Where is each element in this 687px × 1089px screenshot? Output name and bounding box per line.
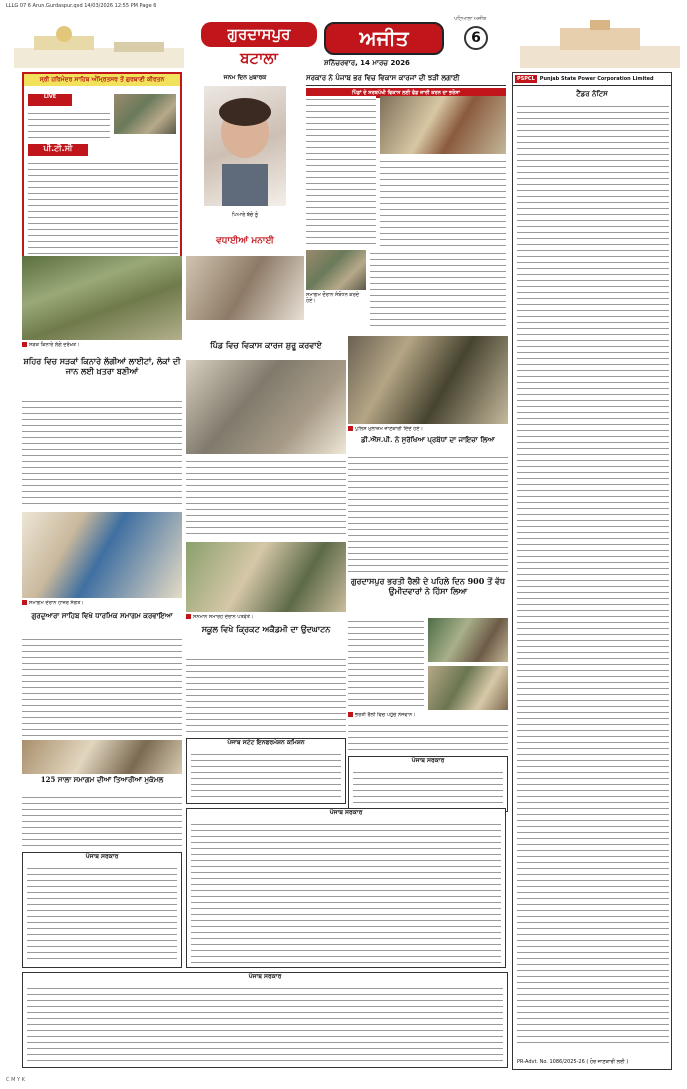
recruit-headline-box: [348, 576, 508, 616]
gurdwara-headline: ਗੁਰਦੁਆਰਾ ਸਾਹਿਬ ਵਿਖੇ ਧਾਰਮਿਕ ਸਮਾਗਮ ਕਰਵਾਇਆ: [31, 612, 173, 620]
notice-box-d: [186, 808, 506, 968]
child-portrait-icon: [204, 86, 286, 206]
masthead-city: ਗੁਰਦਾਸਪੁਰ: [201, 22, 317, 47]
lead-body-col3: [370, 250, 506, 330]
bottom-left-headline: 125 ਸਾਲਾ ਸਮਾਗਮ ਦੀਆਂ ਤਿਆਰੀਆਂ ਮੁਕੰਮਲ: [40, 776, 164, 784]
building-illustration-right: [520, 18, 680, 70]
page-number: 6: [464, 26, 488, 50]
ad-title: ਸ੍ਰੀ ਹਰਿਮੰਦਰ ਸਾਹਿਬ ਅੰਮ੍ਰਿਤਸਰ ਤੋਂ ਗੁਰਬਾਣੀ ਕੀਰਤਨ: [24, 74, 180, 86]
masthead-edition: ਪਟਿਆਲਾ ਅਜੀਤ: [454, 16, 487, 22]
village-headline-box: [186, 340, 346, 360]
village-body: [186, 458, 346, 538]
village-headline: ਪਿੰਡ ਵਿਚ ਵਿਕਾਸ ਕਾਰਜ ਸ਼ੁਰੂ ਕਰਵਾਏ: [210, 340, 322, 350]
notice-box-bottom: [22, 972, 508, 1068]
recruit-headline: ਗੁਰਦਾਸਪੁਰ ਭਰਤੀ ਰੈਲੀ ਦੇ ਪਹਿਲੇ ਦਿਨ 900 ਤੋਂ ਵੱਧ ਉਮੀਦਵਾਰਾਂ ਨੇ ਹਿੱਸਾ ਲਿਆ: [350, 576, 506, 596]
trees-headline-box: [22, 356, 182, 396]
gurdwara-photo: [22, 512, 182, 598]
notice-b-title: ਪੰਜਾਬ ਸਟੇਟ ਇਨਫਰਮੇਸ਼ਨ ਕਮਿਸ਼ਨ: [227, 739, 305, 746]
bottom-left-photo: [22, 740, 182, 774]
masthead: [0, 14, 687, 72]
birthday-name: ਪਿਆਰੇ ਬੱਚੇ ਨੂੰ: [231, 212, 259, 218]
bottom-left-headline-box: [22, 776, 182, 792]
pspcl-logo: PSPCL: [517, 76, 535, 82]
child-photo: [204, 86, 286, 206]
tender-title: ਟੈਂਡਰ ਨੋਟਿਸ: [576, 90, 608, 99]
printer-strip: LLLG 07 6 Arun.Gurdaspur.qxd 14/03/2026 12:55 PM Page 6: [6, 3, 157, 9]
trees-headline: ਸ਼ਹਿਰ ਵਿਚ ਸੜਕਾਂ ਕਿਨਾਰੇ ਲੱਗੀਆਂ ਲਾਈਟਾਂ, ਲੋਕਾਂ ਦੀ ਜਾਨ ਲਈ ਖ਼ਤਰਾ ਬਣੀਆਂ: [23, 356, 181, 376]
color-bar: C M Y K: [6, 1077, 25, 1083]
pspcl-footer: PR-Advt. No. 1086/2025-26 ( ਹੋਰ ਜਾਣਕਾਰੀ ਲਈ ): [517, 1058, 629, 1065]
footer-box-title: ਪੰਜਾਬ ਸਰਕਾਰ: [248, 973, 282, 980]
lead-headline: ਸਰਕਾਰ ਨੇ ਪੰਜਾਬ ਭਰ ਵਿਚ ਵਿਕਾਸ ਕਾਰਜਾਂ ਦੀ ਝੜੀ ਲਗਾਈ: [306, 72, 506, 86]
lead-body-col2: [380, 158, 506, 246]
group-body: [186, 656, 346, 734]
notice-box-a: [22, 852, 182, 968]
group-photo: [186, 542, 346, 612]
recruit-caption-box: ਭਰਤੀ ਰੈਲੀ ਵਿਚ ਪਹੁੰਚੇ ਨੌਜਵਾਨ।: [348, 712, 508, 718]
bottom-left-body: [22, 794, 182, 848]
police-caption-box: ਪੁਲਿਸ ਮੁਲਾਜ਼ਮ ਜਾਣਕਾਰੀ ਦਿੰਦੇ ਹੋਏ।: [348, 426, 508, 432]
birthday-header: ਜਨਮ ਦਿਨ ਮੁਬਾਰਕ: [223, 74, 267, 81]
police-photo: [348, 336, 508, 424]
notice-a-title: ਪੰਜਾਬ ਸਰਕਾਰ: [85, 853, 119, 860]
lead-body-col1: [306, 96, 376, 246]
lead-photo: [380, 96, 506, 154]
lead-story: [306, 72, 506, 332]
trees-story: [22, 256, 182, 356]
recruit-body-col1: [348, 618, 424, 708]
ad-text-lines: [28, 110, 110, 140]
group-headline-box: [186, 624, 346, 654]
masthead-paper-name: ਅਜੀਤ: [324, 22, 444, 55]
group-headline: ਸਕੂਲ ਵਿਖੇ ਕ੍ਰਿਕਟ ਅਕੈਡਮੀ ਦਾ ਉਦਘਾਟਨ: [201, 624, 331, 634]
gurdwara-illustration-left: [14, 18, 184, 70]
notice-box-c: [348, 756, 508, 812]
police-headline: ਡੀ.ਐੱਸ.ਪੀ. ਨੇ ਸੁਰੱਖਿਆ ਪ੍ਰਬੰਧਾਂ ਦਾ ਜਾਇਜ਼ਾ ਲਿਆ: [361, 436, 495, 444]
notice-box-b: [186, 738, 346, 804]
notice-d-title: ਪੰਜਾਬ ਸਰਕਾਰ: [329, 809, 363, 816]
village-photo: [186, 360, 346, 454]
trees-photo: [22, 256, 182, 340]
notice-c-title: ਪੰਜਾਬ ਸਰਕਾਰ: [411, 757, 445, 764]
lead-caption: ਸਮਾਗਮ ਦੌਰਾਨ ਸੰਬੋਧਨ ਕਰਦੇ ਹੋਏ।: [306, 292, 360, 305]
pspcl-company: Punjab State Power Corporation Limited: [539, 76, 654, 82]
birthday-box: [186, 72, 304, 254]
recruit-body-col2: [348, 722, 508, 752]
recruit-photo-2: [428, 666, 508, 710]
masthead-date: ਸ਼ਨਿੱਚਰਵਾਰ, 14 ਮਾਰਚ 2026: [324, 59, 410, 67]
gurdwara-headline-box: [22, 612, 182, 634]
ad-channel: ਪੀ.ਟੀ.ਸੀ: [28, 144, 88, 156]
birthday-caption: ਵਧਾਈਆਂ ਮਨਾਈ: [216, 236, 274, 246]
elder-photo-box: [186, 256, 304, 336]
trees-body: [22, 398, 182, 508]
police-headline-box: [348, 436, 508, 452]
masthead-nameplate: [198, 16, 498, 72]
masthead-subcity: ਬਟਾਲਾ: [240, 48, 278, 67]
gurdwara-body: [22, 636, 182, 736]
ad-golden-temple-photo: [114, 94, 176, 134]
police-body: [348, 454, 508, 574]
pspcl-tender: [512, 72, 672, 1070]
lead-inset-photo: [306, 250, 366, 290]
gurdwara-caption-box: ਸਮਾਗਮ ਦੌਰਾਨ ਹਾਜ਼ਰ ਸੰਗਤ।: [22, 600, 182, 606]
lead-subhead: ਪਿੰਡਾਂ ਦੇ ਸਰਬਪੱਖੀ ਵਿਕਾਸ ਲਈ ਫੰਡ ਜਾਰੀ ਕਰਨ ਦਾ ਭਰੋਸਾ: [306, 88, 506, 98]
elder-photo: [186, 256, 304, 320]
recruit-photo-1: [428, 618, 508, 662]
group-caption-box: ਸਨਮਾਨ ਸਮਾਰੋਹ ਦੌਰਾਨ ਪਤਵੰਤੇ।: [186, 614, 346, 620]
ad-live-badge: LIVE: [28, 94, 72, 106]
trees-caption: ਸੜਕ ਕਿਨਾਰੇ ਲੱਗੇ ਦਰੱਖ਼ਤ।: [22, 340, 182, 348]
